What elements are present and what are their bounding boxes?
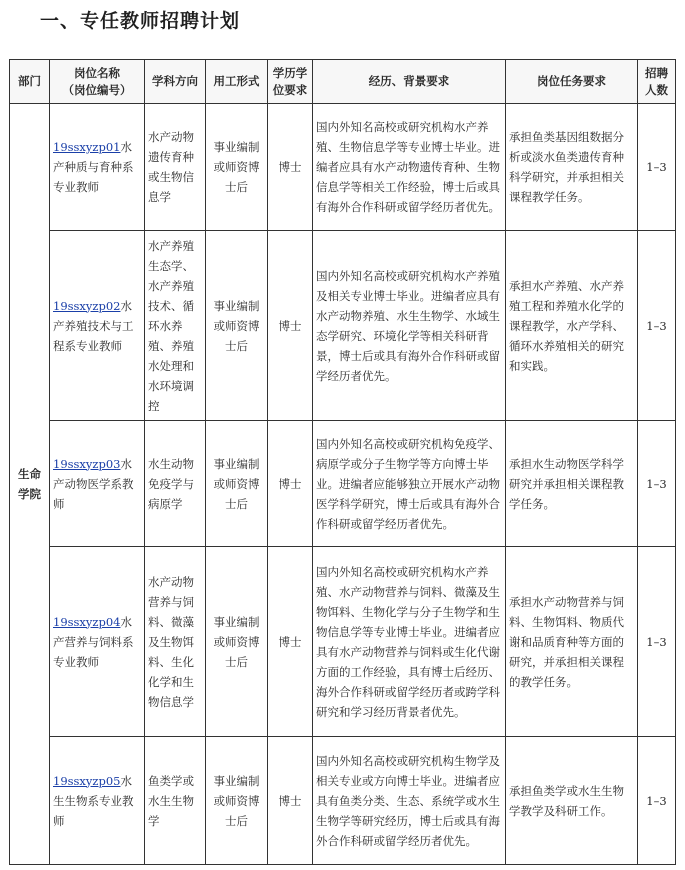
post-cell [50,421,145,547]
post-cell [50,737,145,865]
employment-cell: 事业编制或师资博士后 [206,737,268,865]
post-name: 水产养殖技术与工程系专业教师 [53,298,134,353]
post-code-link[interactable]: 19ssxyzp01 [53,140,121,154]
tasks-cell: 承担水产动物营养与饲料、生物饵料、物质代谢和品质育种等方面的研究，并承担相关课程的教学任务。 [506,547,638,737]
count-cell: 1–3 [638,231,676,421]
employment-cell: 事业编制或师资博士后 [206,104,268,231]
tasks-cell: 承担鱼类学或水生生物学教学及科研工作。 [506,737,638,865]
background-cell: 国内外知名高校或研究机构免疫学、病原学或分子生物学等方向博士毕业。进编者应能够独立开展水产动物医学科学研究，博士后或具有海外合作科研或留学经历者优先。 [313,421,506,547]
subject-cell: 鱼类学或水生生物学 [145,737,206,865]
table-row [10,737,676,865]
table-row [10,547,676,737]
tasks-cell: 承担鱼类基因组数据分析或淡水鱼类遗传育种科学研究，并承担相关课程教学任务。 [506,104,638,231]
subject-cell: 水生动物免疫学与病原学 [145,421,206,547]
table-header-row [10,60,676,104]
table-row [10,421,676,547]
background-cell: 国内外知名高校或研究机构生物学及相关专业或方向博士毕业。进编者应具有鱼类分类、生态、系统学或水生生物学等研究经历，博士后或具有海外合作科研或留学经历者优先。 [313,737,506,865]
post-code-link[interactable]: 19ssxyzp03 [53,456,121,471]
background-cell: 国内外知名高校或研究机构水产养殖、水产动物营养与饲料、微藻及生物饵料、生物化学与分子生物学和生物信息学等专业博士毕业。进编者应具有水产动物营养与饲料或生化代谢方面的工作经验，具有博士后经历、海外合作科研或留学经历者或跨学科研究和学习经历背景者优先。 [313,547,506,737]
degree-cell: 博士 [268,737,313,865]
count-cell: 1–3 [638,421,676,547]
background-cell: 国内外知名高校或研究机构水产养殖及相关专业博士毕业。进编者应具有水产动物养殖、水生生物学、水域生态学研究、环境化学等相关科研背景，博士后或具有海外合作科研或留学经历者优先。 [313,231,506,421]
subject-cell: 水产动物遗传育种或生物信息学 [145,104,206,231]
post-cell [50,231,145,421]
column-header-count: 招聘人数 [638,60,676,104]
subject-cell: 水产动物营养与饲料、微藻及生物饵料、生化化学和生物信息学 [145,547,206,737]
column-header-degree: 学历学位要求 [268,60,313,104]
post-name: 水产营养与饲料系专业教师 [53,614,134,669]
degree-cell: 博士 [268,421,313,547]
employment-cell: 事业编制或师资博士后 [206,231,268,421]
degree-cell: 博士 [268,231,313,421]
tasks-cell: 承担水生动物医学科学研究并承担相关课程教学任务。 [506,421,638,547]
employment-cell: 事业编制或师资博士后 [206,421,268,547]
count-cell: 1–3 [638,104,676,231]
post-code-link[interactable]: 19ssxyzp02 [53,298,121,313]
post-cell [50,547,145,737]
degree-cell: 博士 [268,547,313,737]
tasks-cell: 承担水产养殖、水产养殖工程和养殖水化学的课程教学，水产学科、循环水养殖相关的研究和实践。 [506,231,638,421]
post-cell [50,104,145,231]
employment-cell: 事业编制或师资博士后 [206,547,268,737]
table-row [10,104,676,231]
post-name: 水产动物医学系教师 [53,456,134,511]
table-row [10,231,676,421]
post-code-link[interactable]: 19ssxyzp05 [53,773,121,788]
post-code-link[interactable]: 19ssxyzp04 [53,614,121,629]
subject-cell: 水产养殖生态学、水产养殖技术、循环水养殖、养殖水处理和水环境调控 [145,231,206,421]
degree-cell: 博士 [268,104,313,231]
background-cell: 国内外知名高校或研究机构水产养殖、生物信息学等专业博士毕业。进编者应具有水产动物遗传育种、生物信息学等相关工作经验，博士后或具有海外合作科研或留学经历者优先。 [313,104,506,231]
section-heading: 一、专任教师招聘计划 [40,10,241,32]
count-cell: 1–3 [638,737,676,865]
post-name: 水生生物系专业教师 [53,773,134,828]
column-header-background: 经历、背景要求 [313,60,506,104]
column-header-employment: 用工形式 [206,60,268,104]
department-cell: 生命学院 [10,104,50,865]
column-header-post: 岗位名称 （岗位编号） [50,60,145,104]
count-cell: 1–3 [638,547,676,737]
recruitment-table [9,59,676,865]
column-header-subject: 学科方向 [145,60,206,104]
post-name: 水产种质与育种系专业教师 [53,140,134,194]
column-header-tasks: 岗位任务要求 [506,60,638,104]
column-header-department: 部门 [10,60,50,104]
